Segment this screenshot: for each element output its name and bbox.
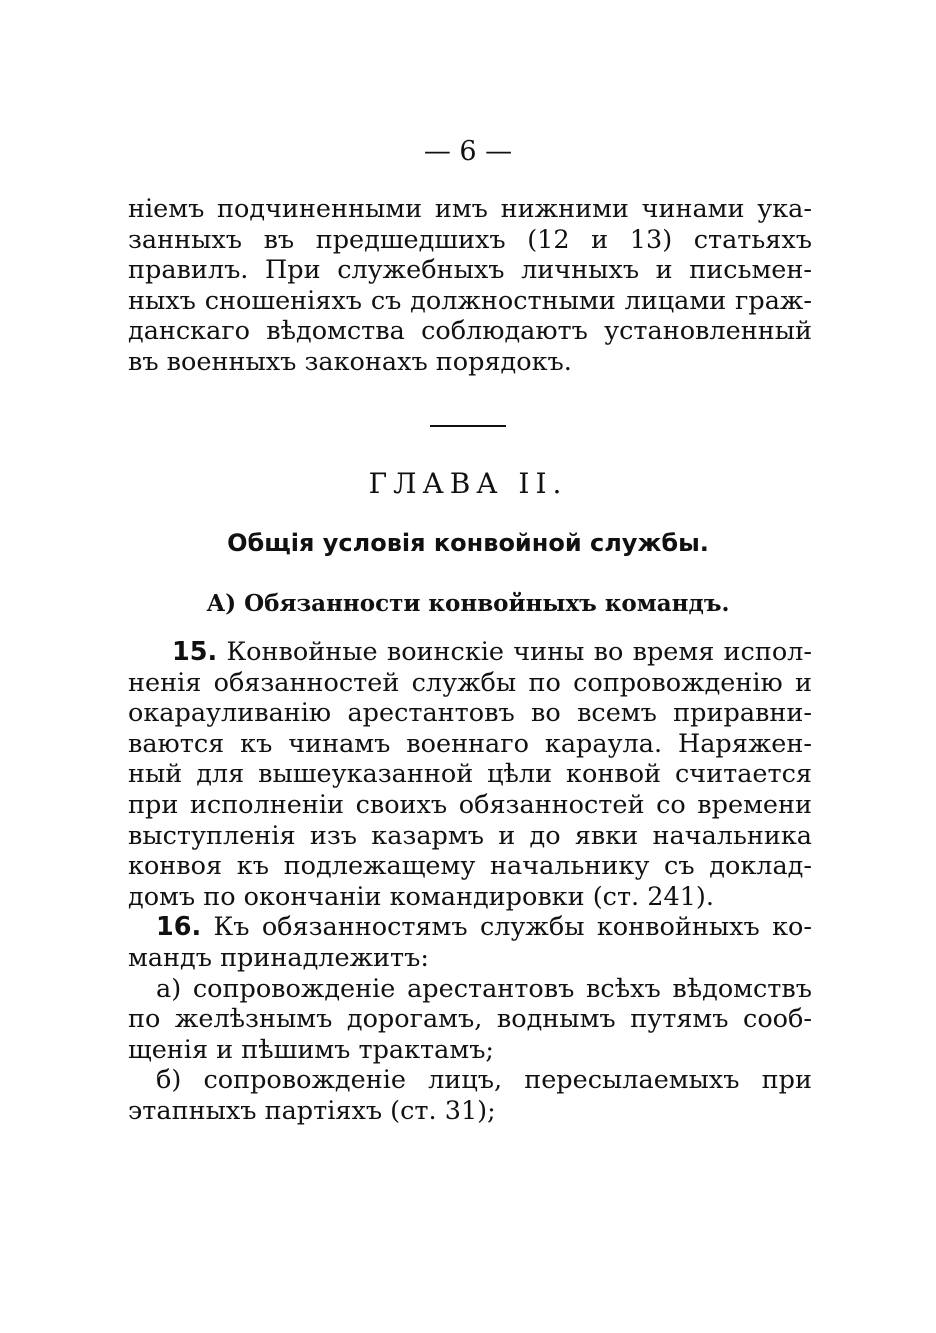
text-line: конвоя къ подлежащему начальнику съ доклад- xyxy=(128,851,812,882)
page-number: — 6 — xyxy=(423,136,513,167)
text-line: ваются къ чинамъ военнаго караула. Наряжен- xyxy=(128,728,812,759)
article-number: 16. xyxy=(156,912,202,943)
chapter-title: ГЛАВА II. xyxy=(368,467,568,500)
article-15-first-line xyxy=(128,637,812,668)
article-16-first-line xyxy=(128,912,812,943)
text-line: ненія обязанностей службы по сопровожденію и xyxy=(128,667,812,698)
text-line: мандъ принадлежитъ: xyxy=(128,942,429,973)
text-line: въ военныхъ законахъ порядокъ. xyxy=(128,346,572,377)
text-line: Къ обязанностямъ службы конвойныхъ ко- xyxy=(213,912,813,943)
text-line: выступленія изъ казармъ и до явки начальника xyxy=(128,820,812,851)
list-item-a: а) сопровожденіе арестантовъ всѣхъ вѣдомствъ xyxy=(156,973,812,1004)
text-line: по желѣзнымъ дорогамъ, воднымъ путямъ сооб- xyxy=(128,1004,812,1035)
text-line: домъ по окончаніи командировки (ст. 241). xyxy=(128,881,714,912)
text-line: данскаго вѣдомства соблюдаютъ установленный xyxy=(128,316,812,347)
chapter-subtitle: Общія условія конвойной службы. xyxy=(227,529,709,557)
section-title: А) Обязанности конвойныхъ командъ. xyxy=(206,590,730,617)
text-line: этапныхъ партіяхъ (ст. 31); xyxy=(128,1095,496,1126)
list-item-b: б) сопровожденіе лицъ, пересылаемыхъ при xyxy=(156,1065,812,1096)
text-line: Конвойные воинскіе чины во время испол- xyxy=(226,637,812,667)
text-line: щенія и пѣшимъ трактамъ; xyxy=(128,1034,495,1065)
text-line: при исполненіи своихъ обязанностей со времени xyxy=(128,789,812,820)
text-line: занныхъ въ предшедшихъ (12 и 13) статьяхъ xyxy=(128,224,812,255)
text-line: ніемъ подчиненными имъ нижними чинами ука- xyxy=(128,194,812,224)
article-15 xyxy=(128,637,812,1127)
text-line: окарауливанію арестантовъ во всемъ приравни- xyxy=(128,698,812,729)
text-line: ныхъ сношеніяхъ съ должностными лицами граж- xyxy=(128,285,812,316)
text-line: ный для вышеуказанной цѣли конвой считается xyxy=(128,759,812,790)
text-line: правилъ. При служебныхъ личныхъ и письмен- xyxy=(128,255,812,286)
top-paragraph xyxy=(128,194,812,378)
section-divider xyxy=(430,425,506,427)
article-number: 15. xyxy=(172,637,218,667)
